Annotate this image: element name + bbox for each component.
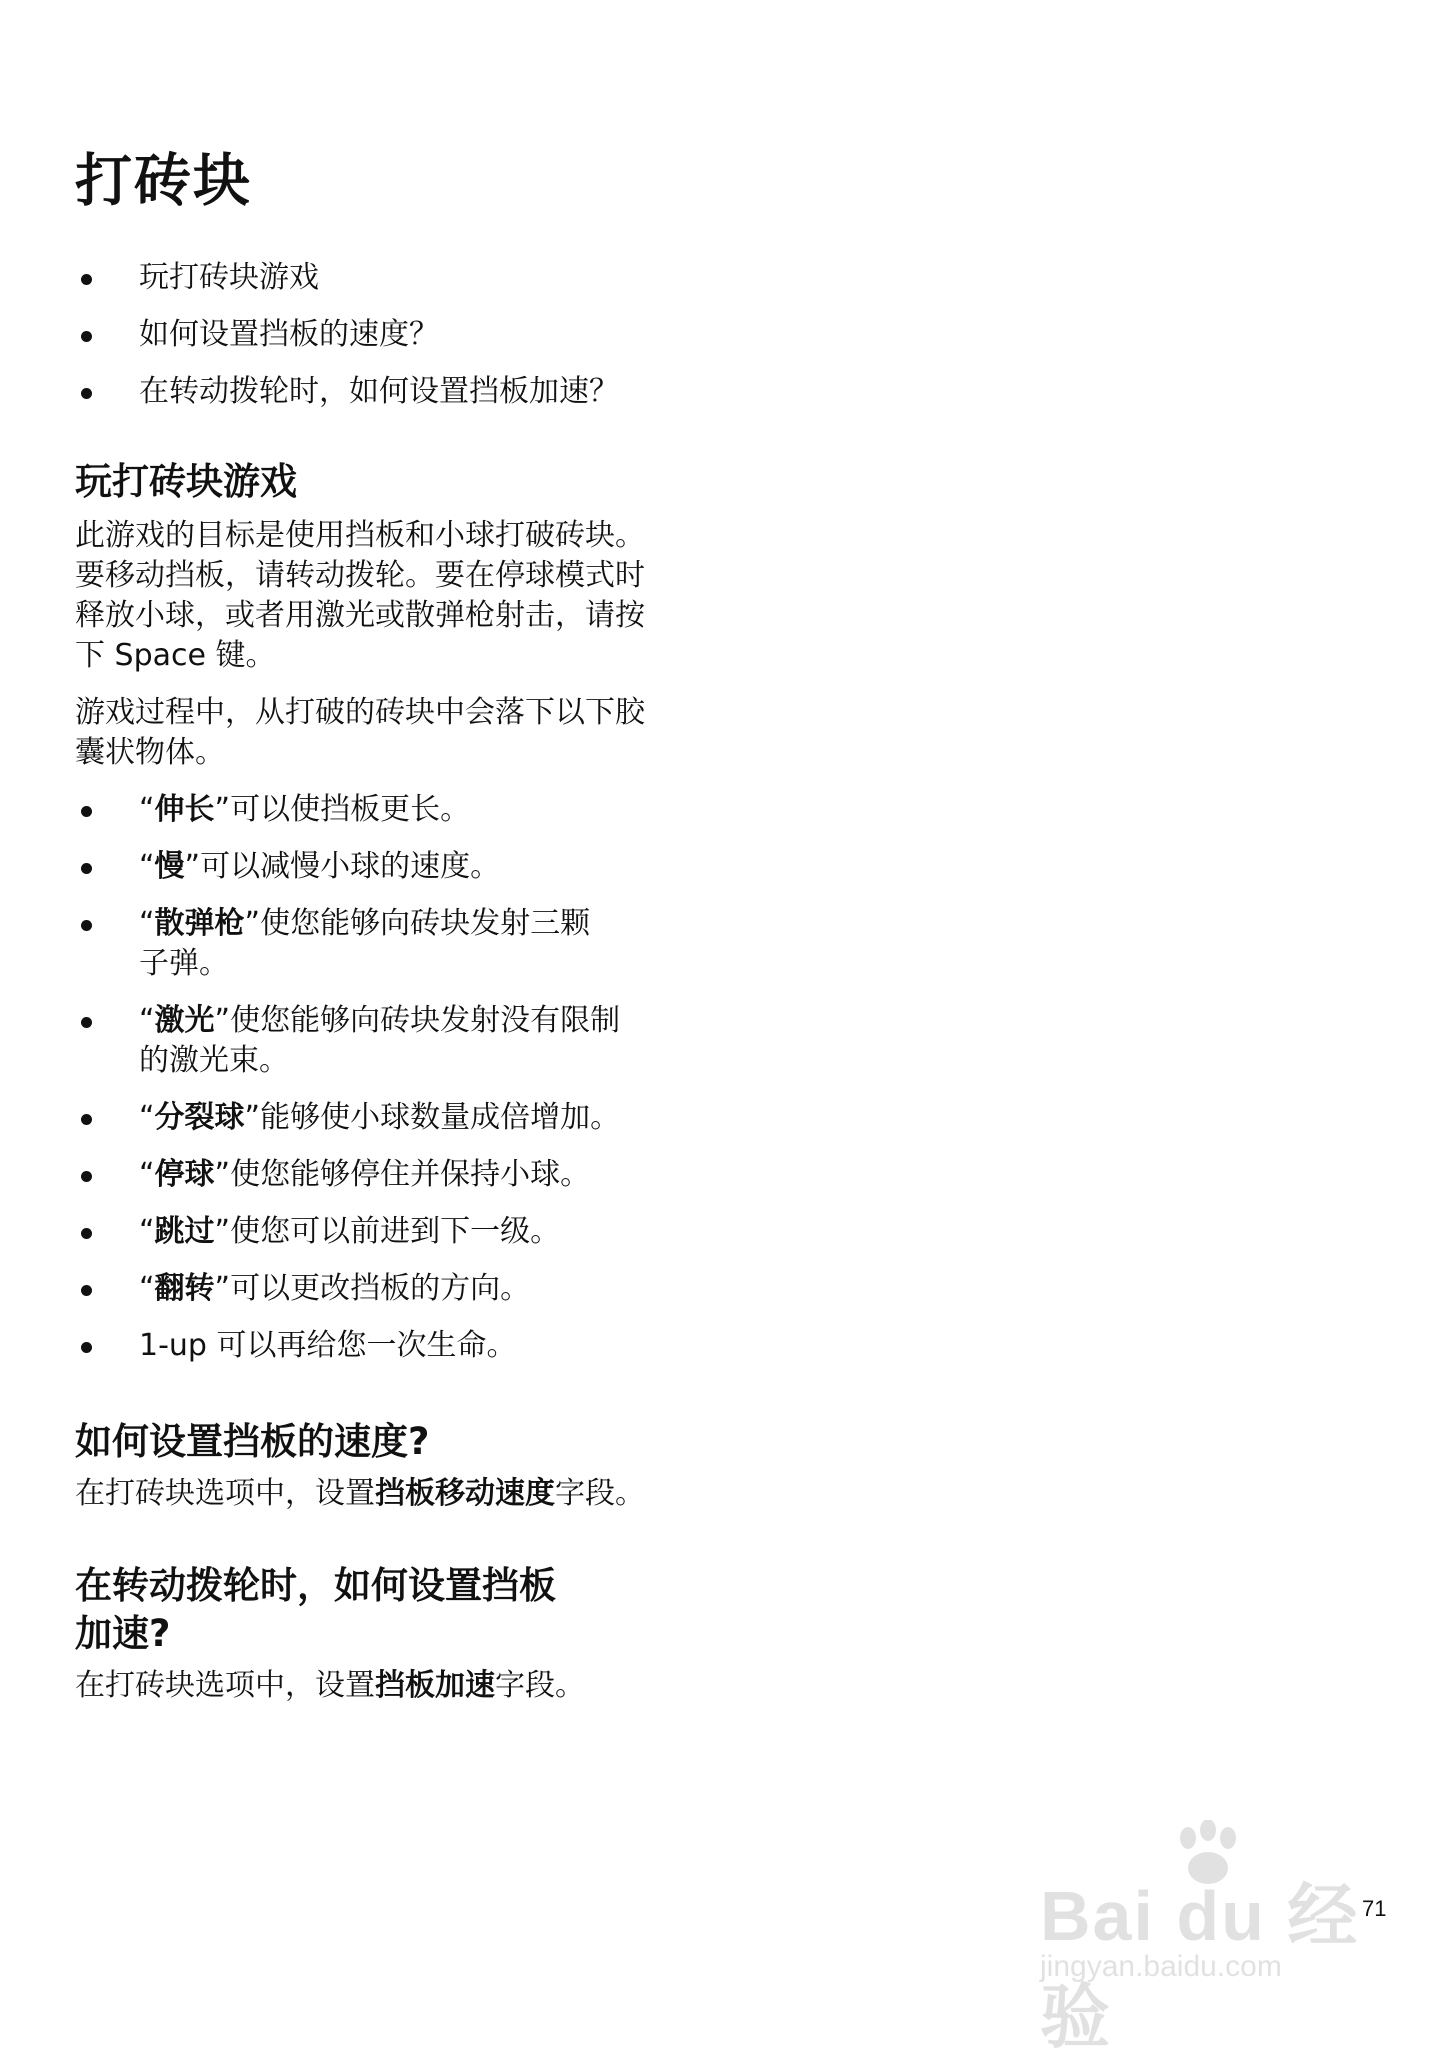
toc-item: 玩打砖块游戏	[75, 258, 619, 298]
item-term: 分裂球	[154, 1100, 245, 1135]
section-play	[75, 458, 715, 1383]
section-heading: 玩打砖块游戏	[75, 460, 297, 503]
list-item: 1-up 可以再给您一次生命。	[75, 1326, 719, 1366]
item-term: 伸长	[154, 792, 215, 827]
list-item: “翻转”可以更改挡板的方向。	[75, 1269, 719, 1309]
list-item: “散弹枪”使您能够向砖块发射三颗 子弹。	[75, 904, 719, 984]
section-paragraph: 在打砖块选项中，设置挡板加速字段。	[75, 1668, 585, 1703]
section-paddle-accel	[75, 1562, 715, 1706]
page-number: 71	[1362, 1896, 1387, 1921]
section-heading: 如何设置挡板的速度?	[75, 1420, 430, 1463]
list-item: “慢”可以减慢小球的速度。	[75, 847, 719, 887]
list-item: “跳过”使您可以前进到下一级。	[75, 1212, 719, 1252]
toc-item: 如何设置挡板的速度？	[75, 315, 619, 355]
section-heading: 在转动拨轮时，如何设置挡板 加速?	[75, 1564, 556, 1655]
list-item: “激光”使您能够向砖块发射没有限制 的激光束。	[75, 1001, 719, 1081]
item-term: 散弹枪	[154, 906, 245, 941]
watermark-brand: Bai du 经验	[1040, 1877, 1360, 2056]
watermark-url: jingyan.baidu.com	[1040, 1950, 1282, 1983]
list-item: “停球”使您能够停住并保持小球。	[75, 1155, 719, 1195]
list-item: “伸长”可以使挡板更长。	[75, 790, 719, 830]
item-term: 停球	[154, 1157, 215, 1192]
toc-list	[75, 258, 619, 429]
item-term: 激光	[154, 1003, 215, 1038]
section-paddle-speed	[75, 1418, 715, 1514]
item-term: 跳过	[154, 1214, 215, 1249]
page-title: 打砖块	[75, 148, 252, 214]
item-term: 慢	[154, 849, 185, 884]
section-paragraph: 在打砖块选项中，设置挡板移动速度字段。	[75, 1476, 645, 1511]
baidu-watermark	[1040, 1820, 1380, 2056]
item-term: 翻转	[154, 1271, 215, 1306]
capsule-paragraph: 游戏过程中，从打破的砖块中会落下以下胶 囊状物体。	[75, 695, 645, 770]
toc-item: 在转动拨轮时，如何设置挡板加速？	[75, 372, 619, 412]
list-item: “分裂球”能够使小球数量成倍增加。	[75, 1098, 719, 1138]
intro-paragraph: 此游戏的目标是使用挡板和小球打破砖块。 要移动挡板，请转动拨轮。要在停球模式时 释放小球，或者用激光或散弹枪射击，请按 下 Space 键。	[75, 518, 645, 673]
capsule-list	[75, 790, 715, 1366]
